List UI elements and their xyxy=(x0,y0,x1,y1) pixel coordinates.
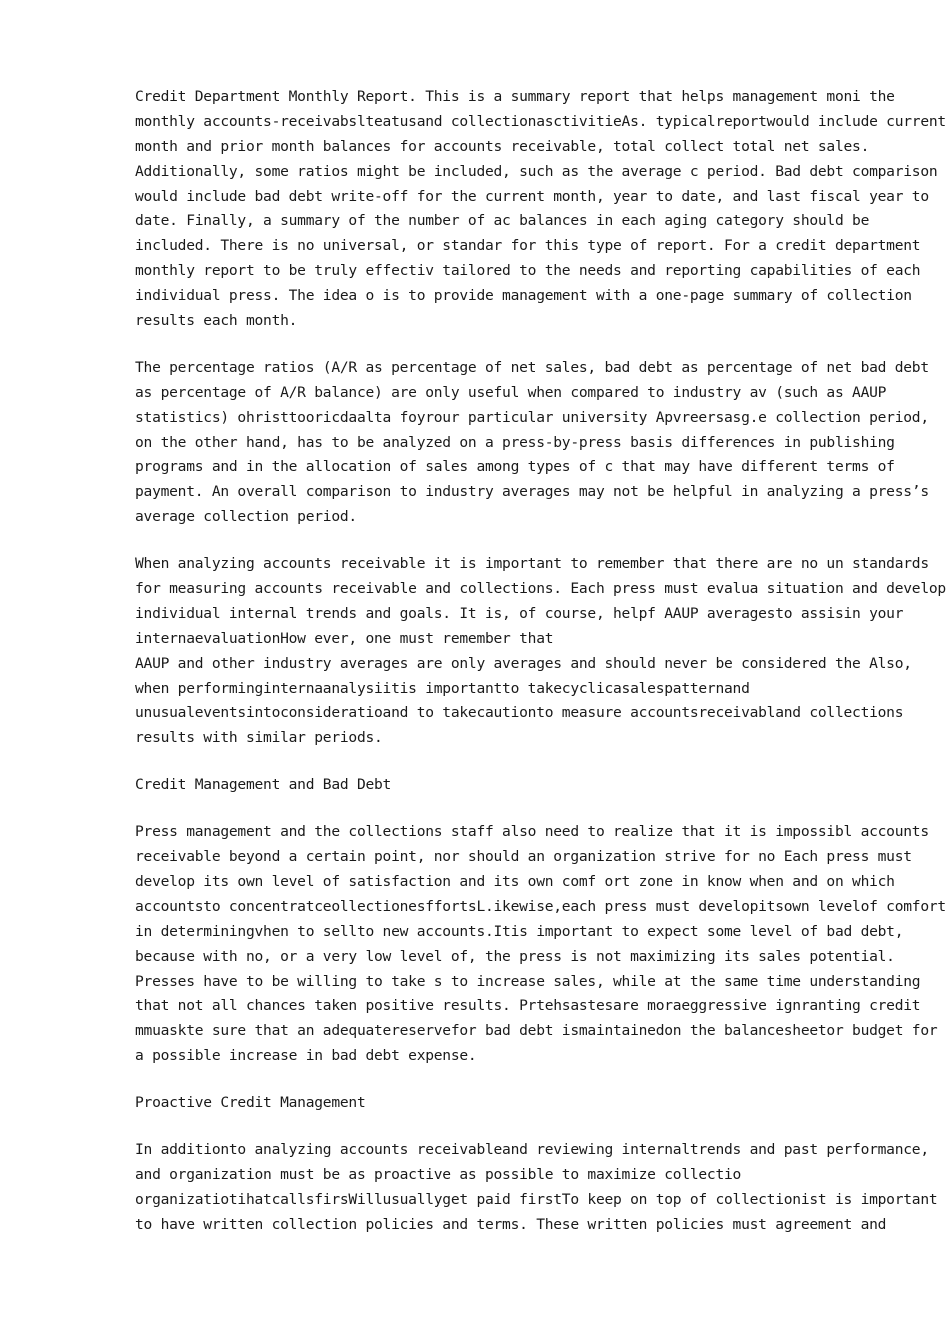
text-line: The percentage ratios (A/R as percentage of net sales, bad debt as percentage of net bad debt xyxy=(135,358,929,376)
text-line: for measuring accounts receivable and collections. Each press must evalua situation and develop xyxy=(135,580,946,598)
text-line: when performinginternaanalysiitis importantto takecyclicasalespatternand xyxy=(135,679,750,697)
text-line: statistics) ohristtooricdaalta foyrour particular university Apvreersasg.e collection period, xyxy=(135,408,929,426)
text-line: individual press. The idea o is to provide management with a one-page summary of collection xyxy=(135,287,912,305)
text-line: receivable beyond a certain point, nor should an organization strive for no Each press must xyxy=(135,848,912,866)
text-line: monthly accounts-receivabslteatusand collectionasctivitieAs. typicalreportwould include current xyxy=(135,112,946,130)
text-line: would include bad debt write-off for the current month, year to date, and last fiscal year to xyxy=(135,187,929,205)
text-line: programs and in the allocation of sales among types of c that may have different terms of xyxy=(135,458,895,476)
text-line: Credit Department Monthly Report. This is a summary report that helps management moni the xyxy=(135,88,895,105)
text-line: that not all chances taken positive results. Prtehsastesare moraeggressive ignranting credit xyxy=(135,997,921,1015)
text-line: to have written collection policies and terms. These written policies must agreement and xyxy=(135,1215,887,1233)
paragraph-credit-report xyxy=(135,85,947,334)
text-line: as percentage of A/R balance) are only useful when compared to industry av (such as AAUP xyxy=(135,383,887,401)
text-line: In additionto analyzing accounts receivableand reviewing internaltrends and past performance, xyxy=(135,1140,929,1158)
text-line: month and prior month balances for accounts receivable, total collect total net sales. xyxy=(135,137,870,155)
text-line: a possible increase in bad debt expense. xyxy=(135,1047,477,1065)
document-page xyxy=(135,85,947,1260)
text-line: Press management and the collections staff also need to realize that it is impossibl accounts xyxy=(135,823,929,841)
text-line: AAUP and other industry averages are only averages and should never be considered the Also, xyxy=(135,654,912,672)
paragraph-bad-debt xyxy=(135,820,947,1069)
paragraph-proactive xyxy=(135,1138,947,1238)
text-line: because with no, or a very low level of, the press is not maximizing its sales potential. xyxy=(135,947,895,965)
text-line: unusualeventsintoconsideratioand to takecautionto measure accountsreceivabland collections xyxy=(135,704,904,722)
paragraph-percentage-ratios xyxy=(135,356,947,530)
text-line: results with similar periods. xyxy=(135,729,383,747)
section-heading: Proactive Credit Management xyxy=(135,1094,366,1112)
text-line: date. Finally, a summary of the number of ac balances in each aging category should be xyxy=(135,212,870,230)
paragraph-analyzing-receivable xyxy=(135,552,947,751)
section-heading-proactive xyxy=(135,1091,947,1116)
text-line: individual internal trends and goals. It is, of course, helpf AAUP averagesto assisin your xyxy=(135,604,904,622)
text-line: included. There is no universal, or standar for this type of report. For a credit department xyxy=(135,237,921,255)
text-line: When analyzing accounts receivable it is important to remember that there are no un standards xyxy=(135,555,929,573)
text-line: results each month. xyxy=(135,312,298,330)
text-line: Additionally, some ratios might be included, such as the average c period. Bad debt comparison xyxy=(135,162,938,180)
text-line: organizatiotihatcallsfirsWillusuallyget paid firstTo keep on top of collectionist is important xyxy=(135,1190,938,1208)
text-line: payment. An overall comparison to industry averages may not be helpful in analyzing a press’s xyxy=(135,483,929,501)
text-line: monthly report to be truly effectiv tailored to the needs and reporting capabilities of each xyxy=(135,262,921,280)
text-line: accountsto concentratceollectionesffortsL.ikewise,each press must developitsown levelof comfort xyxy=(135,897,946,915)
section-heading-credit-management xyxy=(135,773,947,798)
text-line: internaevaluationHow ever, one must remember that xyxy=(135,629,554,647)
text-line: Presses have to be willing to take s to increase sales, while at the same time understanding xyxy=(135,972,921,990)
text-line: average collection period. xyxy=(135,508,357,526)
text-line: mmuaskte sure that an adequatereservefor bad debt ismaintainedon the balancesheetor budget for xyxy=(135,1022,938,1040)
text-line: in determiningvhen to sellto new accounts.Itis important to expect some level of bad debt, xyxy=(135,922,904,940)
text-line: and organization must be as proactive as possible to maximize collectio xyxy=(135,1165,742,1183)
text-line: on the other hand, has to be analyzed on a press-by-press basis differences in publishing xyxy=(135,433,895,451)
text-line: develop its own level of satisfaction and its own comf ort zone in know when and on which xyxy=(135,872,895,890)
section-heading: Credit Management and Bad Debt xyxy=(135,776,392,794)
